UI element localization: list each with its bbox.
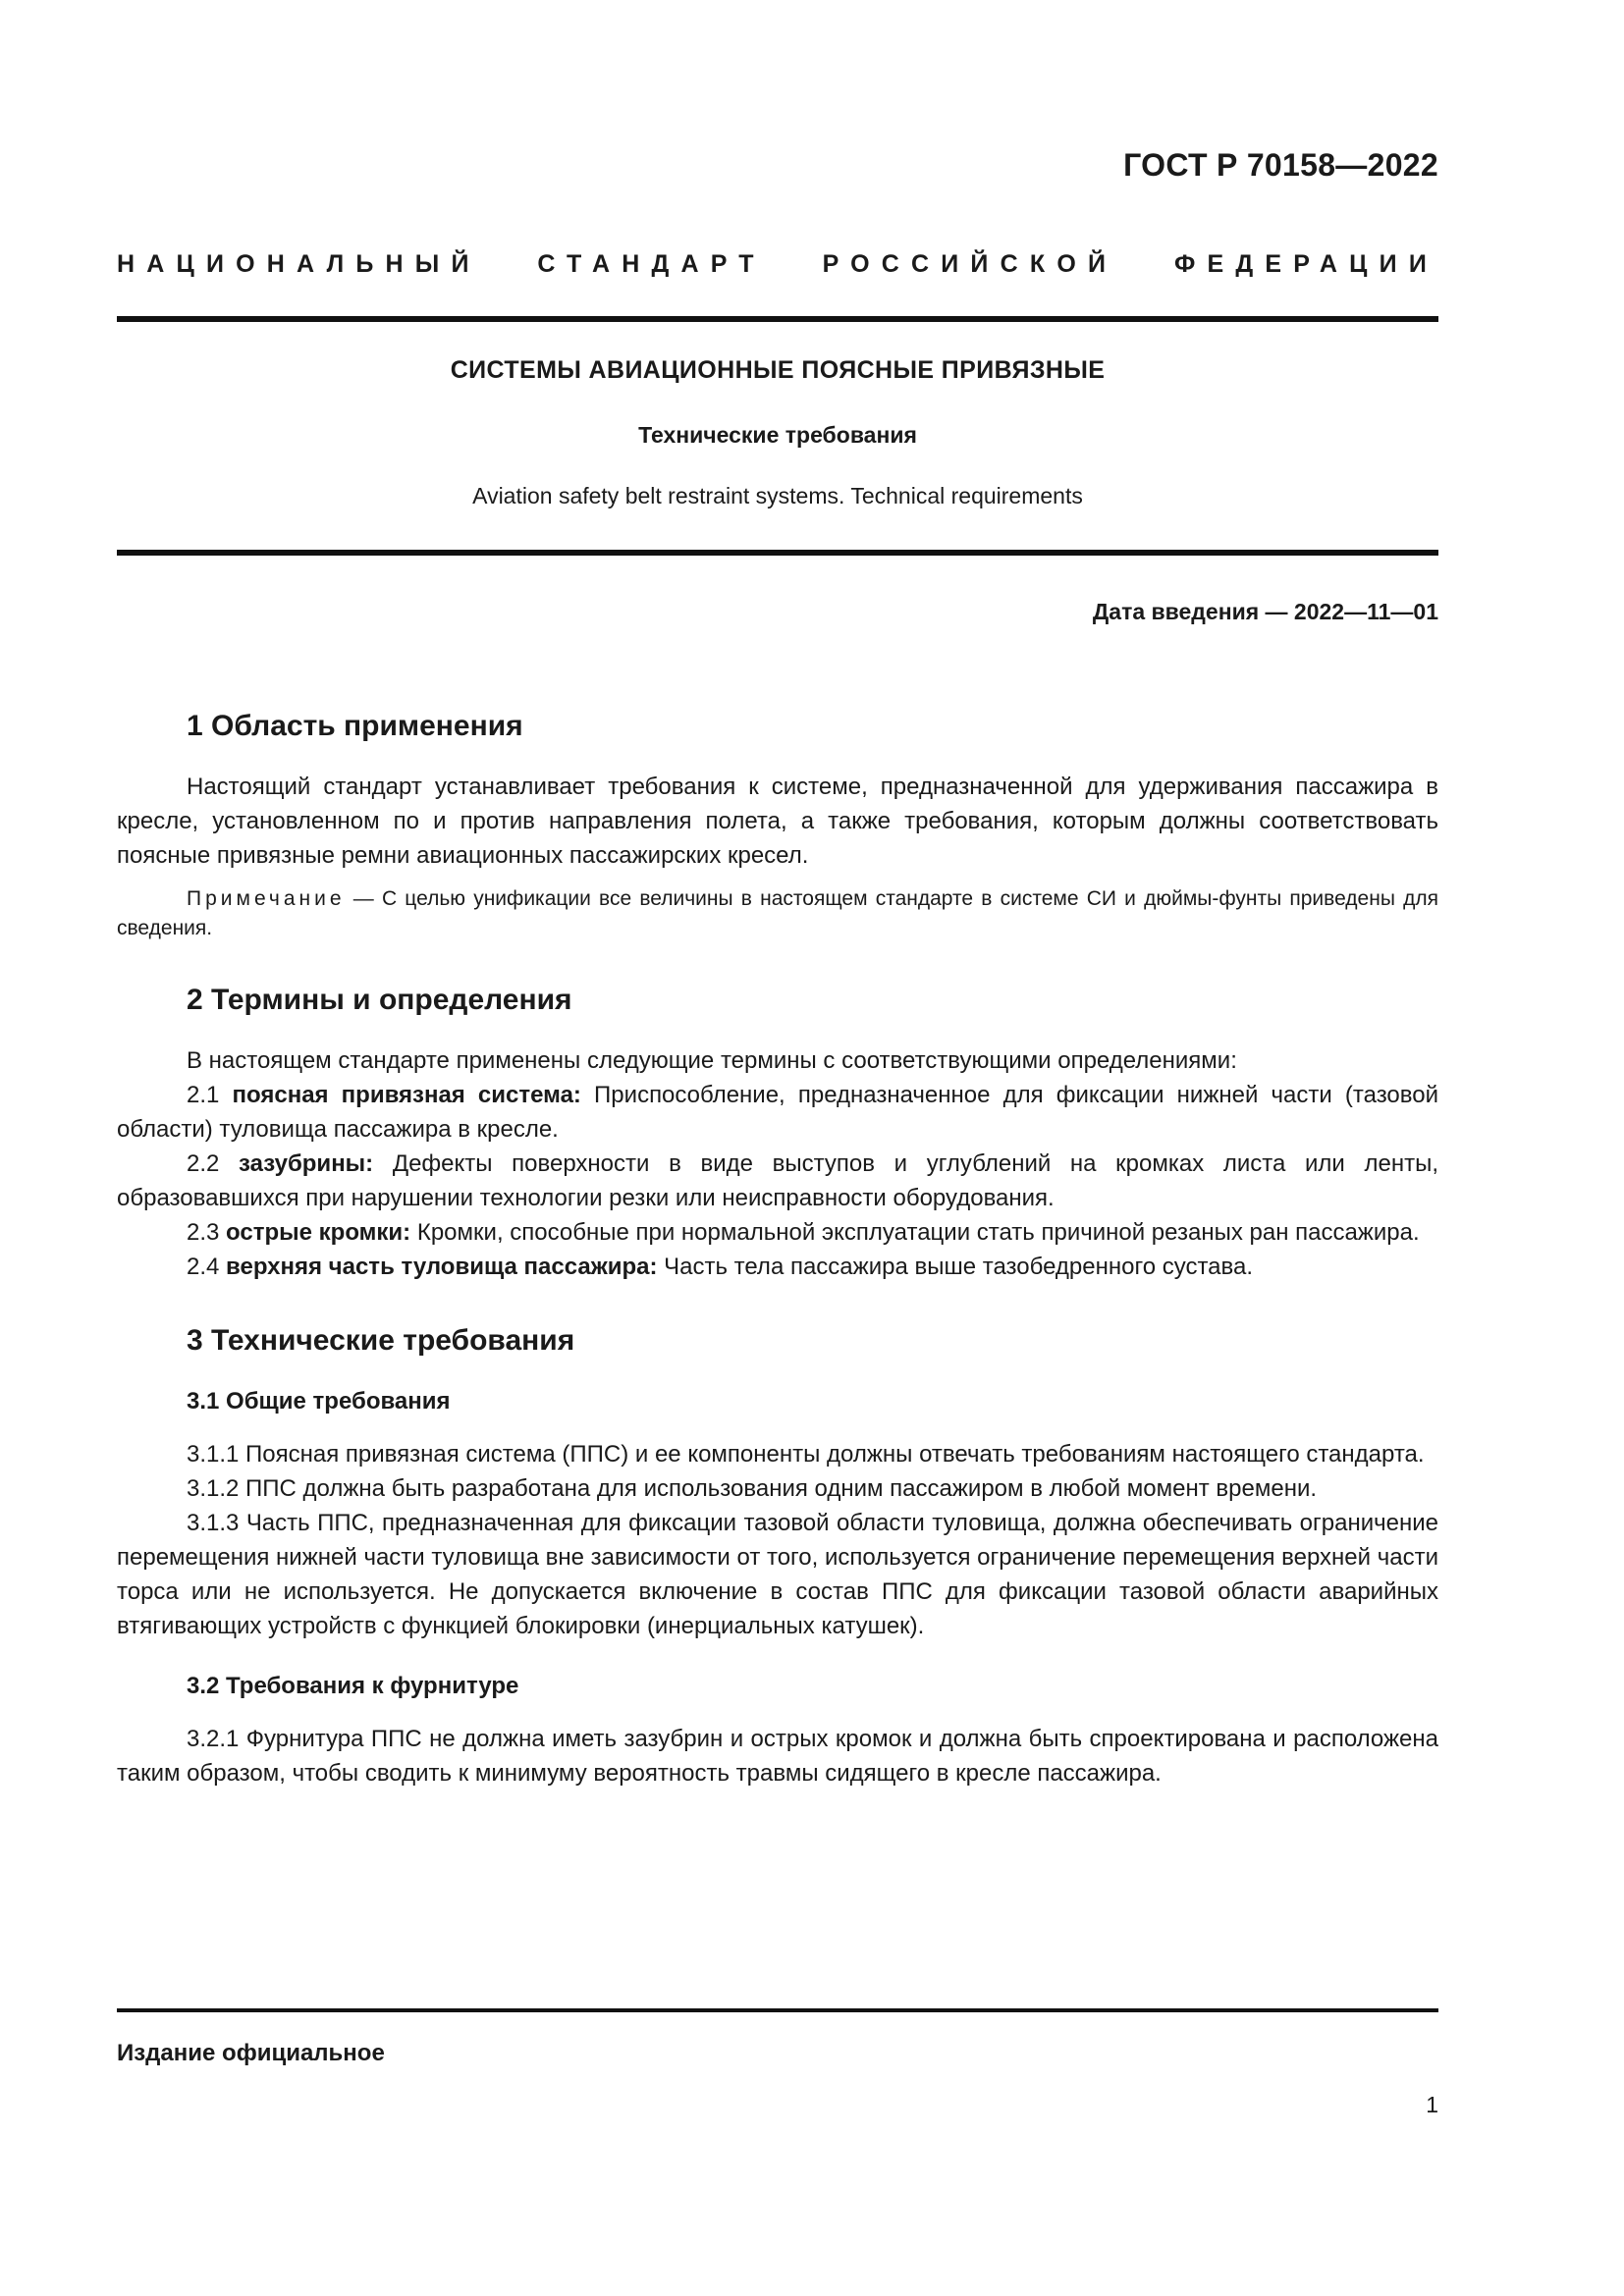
term-definition: Кромки, способные при нормальной эксплуатации стать причиной резаных ран пассажира. [410,1219,1420,1246]
clause-3-1-1: 3.1.1 Поясная привязная система (ППС) и ее компоненты должны отвечать требованиям настоящего стандарта. [187,1441,1425,1468]
document-page [117,0,1438,2296]
top-divider [117,316,1438,322]
section-1-heading: 1 Область применения [187,710,523,742]
note-label: Примечание [187,887,346,910]
term-definition: Приспособление, предназначенное для фиксации нижней части (тазовой области) туловища пассажира в кресле. [117,1082,1439,1143]
section-1-paragraph: Настоящий стандарт устанавливает требования к системе, предназначенной для удерживания пассажира в кресле, установленном по и против направления полета, а также требования, которым должны соответствовать поясные привязные ремни авиационных пассажирских кресел. [117,774,1438,869]
page-number: 1 [1426,2092,1438,2117]
national-standard-banner: НАЦИОНАЛЬНЫЙ СТАНДАРТ РОССИЙСКОЙ ФЕДЕРАЦИИ [117,250,1438,278]
subsection-3-1-heading: 3.1 Общие требования [187,1388,451,1415]
term-2-2 [117,1147,1438,1215]
term-name: верхняя часть туловища пассажира: [226,1254,658,1280]
document-body [117,705,1438,1790]
clause-3-1-3: 3.1.3 Часть ППС, предназначенная для фиксации тазовой области туловища, должна обеспечивать ограничение перемещения нижней части туловища вне зависимости от того, используется ограничение перемещения верхней части торса или не используется. Не допускается включение в состав ППС для фиксации тазовой области аварийных втягивающих устройств с функцией блокировки (инерциальных катушек). [117,1510,1438,1639]
section-3-heading: 3 Технические требования [187,1324,575,1357]
term-2-4 [117,1250,1438,1284]
term-name: острые кромки: [226,1219,411,1246]
footer-divider [117,2008,1438,2012]
note-text: — С целью унификации все величины в настоящем стандарте в системе СИ и дюймы-фунты приведены для сведения. [117,887,1438,939]
term-number: 2.1 [187,1082,233,1108]
term-number: 2.3 [187,1219,227,1246]
term-definition: Дефекты поверхности в виде выступов и углублений на кромках листа или ленты, образовавшихся при нарушении технологии резки или неисправности оборудования. [117,1150,1439,1211]
term-definition: Часть тела пассажира выше тазобедренного сустава. [657,1254,1254,1280]
introduction-date: Дата введения — 2022—11—01 [1092,599,1438,624]
document-subtitle: Технические требования [638,422,917,448]
subsection-3-2-heading: 3.2 Требования к фурнитуре [187,1673,519,1699]
term-2-3 [117,1215,1438,1250]
section-2-heading: 2 Термины и определения [187,984,572,1016]
term-number: 2.4 [187,1254,227,1280]
title-divider [117,550,1438,556]
clause-3-2-1: 3.2.1 Фурнитура ППС не должна иметь зазубрин и острых кромок и должна быть спроектирована и расположена таким образом, чтобы сводить к минимуму вероятность травмы сидящего в кресле пассажира. [117,1726,1438,1787]
document-title: СИСТЕМЫ АВИАЦИОННЫЕ ПОЯСНЫЕ ПРИВЯЗНЫЕ [450,356,1106,384]
section-1-note [117,884,1438,943]
official-edition-label: Издание официальное [117,2040,385,2066]
term-2-1 [117,1078,1438,1147]
term-name: поясная привязная система: [232,1082,581,1108]
clause-3-1-2: 3.1.2 ППС должна быть разработана для использования одним пассажиром в любой момент времени. [187,1475,1318,1502]
term-name: зазубрины: [239,1150,374,1177]
document-number: ГОСТ Р 70158—2022 [1123,147,1438,183]
english-title: Aviation safety belt restraint systems. Technical requirements [472,483,1083,508]
section-2-intro: В настоящем стандарте применены следующие термины с соответствующими определениями: [187,1047,1237,1074]
term-number: 2.2 [187,1150,240,1177]
